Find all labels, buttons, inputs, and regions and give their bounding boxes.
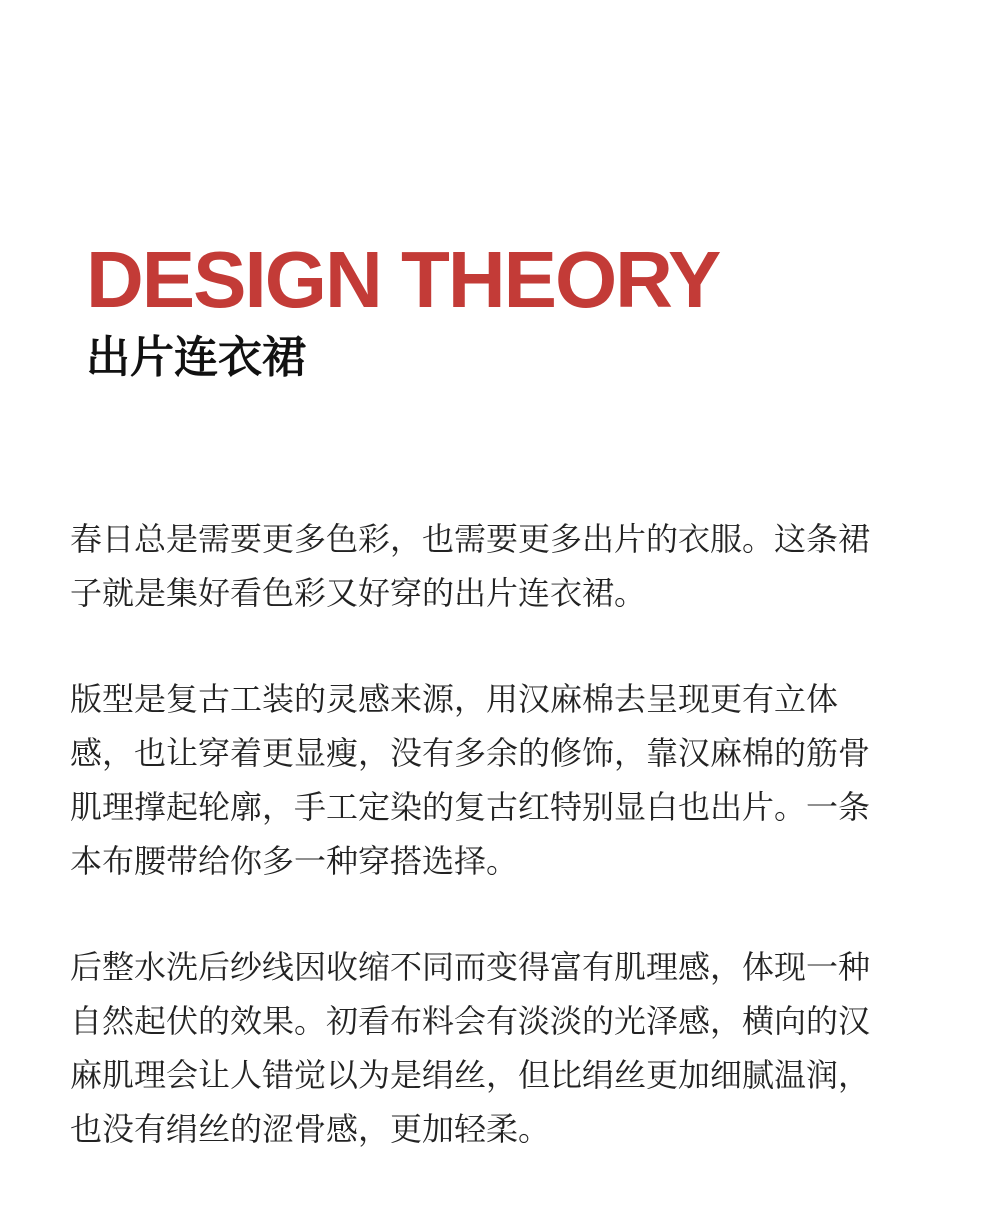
paragraph-line: 子就是集好看色彩又好穿的出片连衣裙。: [70, 574, 647, 612]
paragraph-line: 后整水洗后纱线因收缩不同而变得富有肌理感，体现一种: [70, 948, 871, 986]
paragraph-line: 春日总是需要更多色彩，也需要更多出片的衣服。这条裙: [70, 520, 871, 558]
paragraph-3: [70, 940, 930, 1156]
paragraph-line: 感，也让穿着更显瘦，没有多余的修饰，靠汉麻棉的筋骨: [70, 734, 871, 772]
paragraph-line: 版型是复古工装的灵感来源，用汉麻棉去呈现更有立体: [70, 680, 839, 718]
paragraph-line: 麻肌理会让人错觉以为是绢丝，但比绢丝更加细腻温润，: [70, 1056, 871, 1094]
body-text: [70, 512, 930, 1208]
paragraph-1: [70, 512, 930, 620]
paragraph-2: [70, 672, 930, 888]
paragraph-line: 也没有绢丝的涩骨感，更加轻柔。: [70, 1110, 551, 1148]
paragraph-line: 肌理撑起轮廓，手工定染的复古红特别显白也出片。一条: [70, 788, 871, 826]
paragraph-line: 自然起伏的效果。初看布料会有淡淡的光泽感，横向的汉: [70, 1002, 871, 1040]
title-english: DESIGN THEORY: [86, 235, 720, 324]
paragraph-line: 本布腰带给你多一种穿搭选择。: [70, 842, 519, 880]
title-chinese: 出片连衣裙: [86, 332, 306, 383]
